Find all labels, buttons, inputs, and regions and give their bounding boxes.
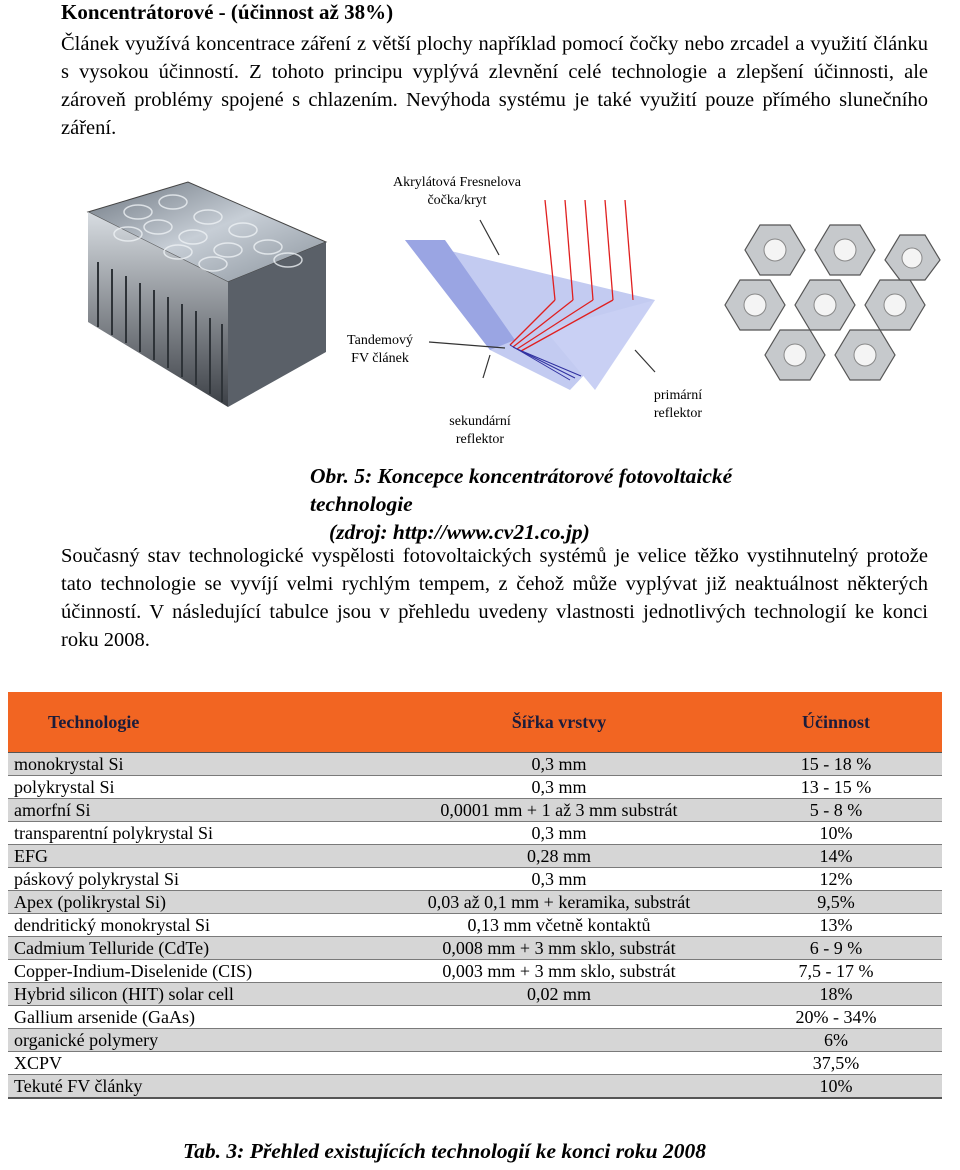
table-row xyxy=(8,1006,942,1029)
table-header-row xyxy=(8,692,942,753)
cell-width: 0,3 mm xyxy=(388,868,730,891)
cell-efficiency: 9,5% xyxy=(730,891,942,914)
cell-width: 0,0001 mm + 1 až 3 mm substrát xyxy=(388,799,730,822)
cell-width: 0,008 mm + 3 mm sklo, substrát xyxy=(388,937,730,960)
label-primary: primární reflektor xyxy=(653,388,703,421)
technology-table xyxy=(8,692,942,1099)
table-row xyxy=(8,1075,942,1099)
header-efficiency: Účinnost xyxy=(730,692,942,753)
cell-efficiency: 37,5% xyxy=(730,1052,942,1075)
cell-efficiency: 5 - 8 % xyxy=(730,799,942,822)
cell-width xyxy=(388,1029,730,1052)
cell-width: 0,28 mm xyxy=(388,845,730,868)
caption-line-2: (zdroj: http://www.cv21.co.jp) xyxy=(329,520,590,544)
cell-width: 0,13 mm včetně kontaktů xyxy=(388,914,730,937)
cell-width: 0,03 až 0,1 mm + keramika, substrát xyxy=(388,891,730,914)
cell-efficiency: 20% - 34% xyxy=(730,1006,942,1029)
table-row xyxy=(8,937,942,960)
cell-efficiency: 10% xyxy=(730,1075,942,1099)
caption-line-1: Obr. 5: Koncepce koncentrátorové fotovoltaické technologie xyxy=(310,464,733,516)
table-caption: Tab. 3: Přehled existujících technologií ke konci roku 2008 xyxy=(183,1139,706,1163)
cell-efficiency: 6% xyxy=(730,1029,942,1052)
table-row xyxy=(8,845,942,868)
cell-technology: Hybrid silicon (HIT) solar cell xyxy=(8,983,388,1006)
cell-technology: Gallium arsenide (GaAs) xyxy=(8,1006,388,1029)
table-row xyxy=(8,868,942,891)
header-technology: Technologie xyxy=(8,692,388,753)
table-row xyxy=(8,891,942,914)
cell-technology: monokrystal Si xyxy=(8,753,388,776)
cell-technology: dendritický monokrystal Si xyxy=(8,914,388,937)
module-photo xyxy=(78,172,330,407)
cell-technology: organické polymery xyxy=(8,1029,388,1052)
cell-efficiency: 12% xyxy=(730,868,942,891)
cell-technology: Cadmium Telluride (CdTe) xyxy=(8,937,388,960)
cell-efficiency: 13% xyxy=(730,914,942,937)
cell-width xyxy=(388,1075,730,1099)
cell-technology: EFG xyxy=(8,845,388,868)
header-width: Šířka vrstvy xyxy=(388,692,730,753)
cell-technology: amorfní Si xyxy=(8,799,388,822)
table-row xyxy=(8,983,942,1006)
table-row xyxy=(8,753,942,776)
cell-efficiency: 10% xyxy=(730,822,942,845)
table-row xyxy=(8,776,942,799)
section-heading: Koncentrátorové - (účinnost až 38%) xyxy=(61,0,394,24)
reflector-diagram xyxy=(395,200,715,400)
cell-width: 0,3 mm xyxy=(388,753,730,776)
cell-technology: polykrystal Si xyxy=(8,776,388,799)
cell-efficiency: 14% xyxy=(730,845,942,868)
hexagon-array xyxy=(720,220,950,390)
cell-width xyxy=(388,1006,730,1029)
label-cell: Tandemový FV článek xyxy=(347,333,413,366)
label-secondary: sekundární reflektor xyxy=(449,414,511,447)
cell-width: 0,3 mm xyxy=(388,822,730,845)
label-lens: Akrylátová Fresnelova čočka/kryt xyxy=(393,175,521,208)
cell-technology: páskový polykrystal Si xyxy=(8,868,388,891)
table-row xyxy=(8,914,942,937)
table-row xyxy=(8,1029,942,1052)
cell-width: 0,02 mm xyxy=(388,983,730,1006)
table-row xyxy=(8,1052,942,1075)
cell-technology: Copper-Indium-Diselenide (CIS) xyxy=(8,960,388,983)
cell-technology: transparentní polykrystal Si xyxy=(8,822,388,845)
cell-technology: Tekuté FV články xyxy=(8,1075,388,1099)
cell-efficiency: 6 - 9 % xyxy=(730,937,942,960)
cell-width: 0,003 mm + 3 mm sklo, substrát xyxy=(388,960,730,983)
cell-technology: Apex (polikrystal Si) xyxy=(8,891,388,914)
cell-efficiency: 18% xyxy=(730,983,942,1006)
table-row xyxy=(8,960,942,983)
table-row xyxy=(8,799,942,822)
cell-efficiency: 7,5 - 17 % xyxy=(730,960,942,983)
concentrator-figure xyxy=(0,160,960,460)
table-row xyxy=(8,822,942,845)
cell-width: 0,3 mm xyxy=(388,776,730,799)
status-paragraph: Současný stav technologické vyspělosti fotovoltaických systémů je velice těžko vystihnutelný protože tato technologie se vyvíjí velmi rychlým tempem, z čehož může vyplývat již neaktuálnost některých účinností. V následující tabulce jsou v přehledu uvedeny vlastnosti jednotlivých technologií ke konci roku 2008. xyxy=(61,545,928,651)
cell-width xyxy=(388,1052,730,1075)
intro-paragraph: Článek využívá koncentrace záření z větší plochy například pomocí čočky nebo zrcadel a využití článku s vysokou účinností. Z tohoto principu vyplývá zlevnění celé technologie a zlepšení účinnosti, ale zároveň problémy spojené s chlazením. Nevýhoda systému je také využití pouze přímého slunečního záření. xyxy=(61,33,928,139)
cell-technology: XCPV xyxy=(8,1052,388,1075)
figure-caption xyxy=(310,462,810,546)
cell-efficiency: 13 - 15 % xyxy=(730,776,942,799)
cell-efficiency: 15 - 18 % xyxy=(730,753,942,776)
